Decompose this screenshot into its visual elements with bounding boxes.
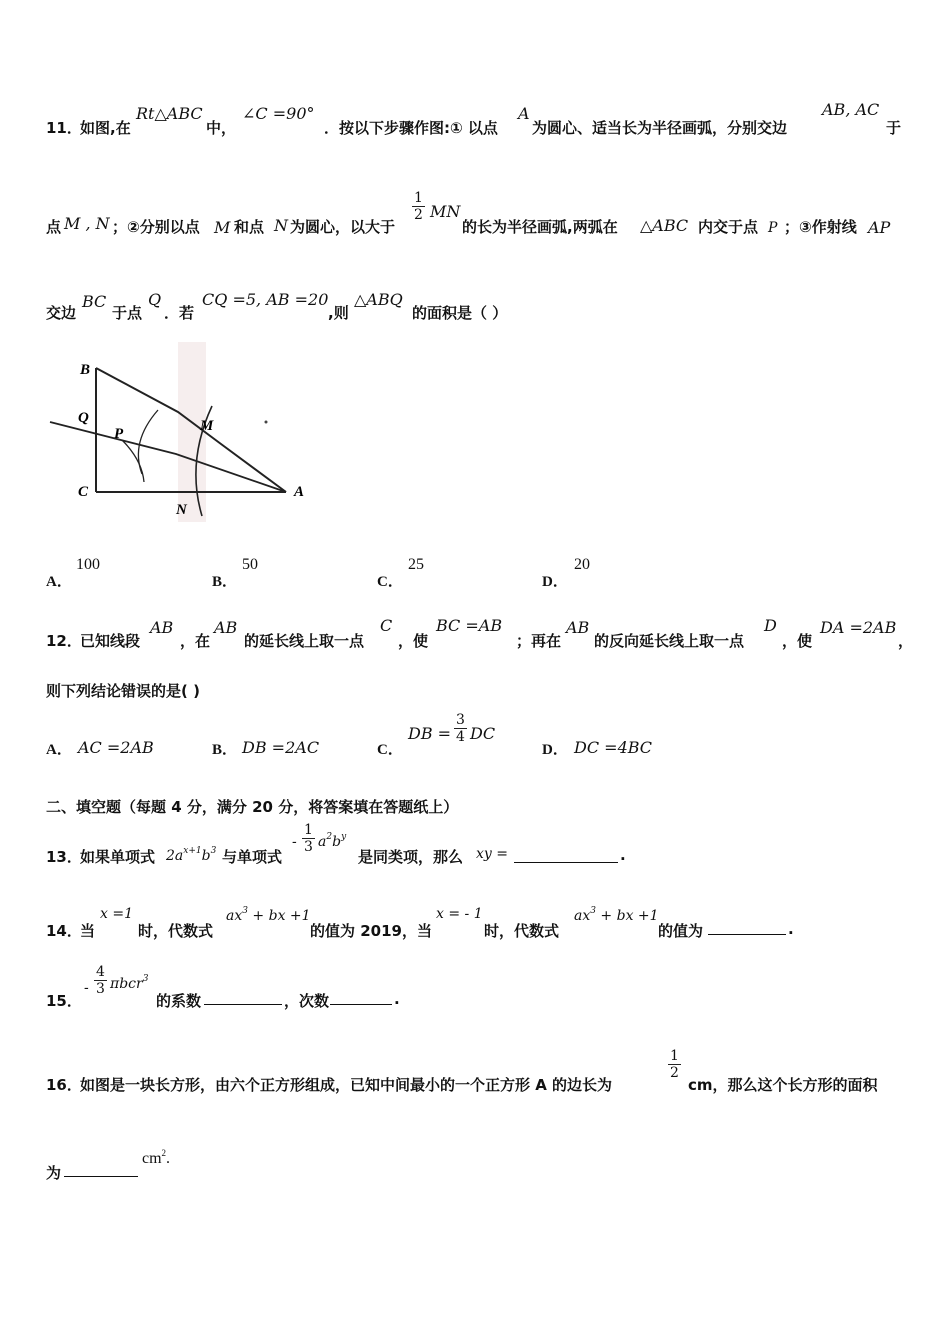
q11-text: 的面积是（ ） [412, 304, 508, 322]
period: . [788, 920, 794, 938]
answer-blank[interactable] [514, 848, 618, 863]
q13-expr2 [318, 834, 346, 850]
option-b-label: B． [212, 742, 238, 758]
math-p: P [768, 220, 778, 236]
option-d-value: DC =4BC [574, 738, 653, 757]
q12-number: 12． [46, 632, 82, 650]
option-d-label: D． [542, 574, 568, 590]
expr-exp: y [341, 832, 347, 842]
expr-part: b [201, 848, 211, 864]
q13 [46, 820, 686, 870]
q12-line2: 则下列结论错误的是( ) [46, 682, 200, 700]
q11-text: 交边 [46, 304, 77, 322]
math-n: N [274, 216, 288, 235]
q16-text: 如图是一块长方形，由六个正方形组成，已知中间最小的一个正方形 A 的边长为 [80, 1076, 613, 1094]
fraction-numerator: 1 [414, 190, 423, 206]
minus-sign: - [292, 834, 297, 850]
math-ab: AB [214, 618, 238, 637]
expr-part: ax [226, 908, 243, 924]
option-a-value: AC =2AB [78, 738, 154, 757]
option-c-value-tail: DC [470, 724, 496, 743]
q13-text: 如果单项式 [80, 848, 156, 866]
q12-text: ，使 [398, 632, 429, 650]
unit-exp: 2 [161, 1148, 167, 1158]
math-d: D [764, 616, 777, 635]
label-q: Q [78, 410, 89, 426]
q11-text: 为圆心、适当长为半径画弧，分别交边 [532, 119, 788, 137]
label-p: P [114, 426, 124, 442]
math-triangle-abc: △ABC [640, 216, 689, 235]
expr-part: πbcr [110, 976, 143, 992]
expr-exp: 2 [326, 832, 333, 842]
q11-text: 点 [46, 218, 62, 236]
q15-fraction [94, 964, 107, 997]
fraction-denominator: 4 [456, 729, 465, 745]
q11-text: 中， [206, 119, 237, 137]
q14-expr2 [574, 908, 659, 924]
q15-expr [110, 976, 148, 992]
expr-part: b [332, 834, 342, 850]
q15 [46, 962, 446, 1012]
math-bc-eq-ab: BC =AB [436, 616, 503, 635]
fraction-denominator: 2 [670, 1065, 679, 1081]
period: . [394, 990, 400, 1008]
math-m-n: M , N [64, 214, 110, 233]
q11-text: 于点 [112, 304, 143, 322]
q12-text: 已知线段 [80, 632, 141, 650]
fraction-numerator: 1 [304, 822, 313, 838]
math-condition: CQ =5, AB =20 [202, 290, 329, 309]
q11-text: 的长为半径画弧,两弧在 [462, 218, 618, 236]
math-ab: AB [150, 618, 174, 637]
label-m: M [200, 418, 214, 434]
dot-mark [265, 421, 268, 424]
q11-text: 内交于点 [698, 218, 759, 236]
math-ab: AB [566, 618, 590, 637]
q13-fraction [302, 822, 315, 855]
q11-text: 如图,在 [80, 119, 131, 137]
q12-options [46, 712, 686, 762]
option-b-value: DB =2AC [242, 738, 320, 757]
q11-text: ．若 [164, 304, 195, 322]
fraction-numerator: 4 [96, 964, 105, 980]
expr-exp: 3 [590, 906, 596, 916]
label-b: B [80, 362, 91, 378]
q11-text: ；②分别以点 [112, 218, 200, 236]
q14-text: 时，代数式 [484, 922, 560, 940]
option-c-value: 25 [408, 556, 424, 573]
q14 [46, 906, 846, 942]
option-b-value: 50 [242, 556, 258, 573]
q13-text: 是同类项，那么 [358, 848, 464, 866]
fraction-denominator: 2 [414, 207, 423, 223]
q15-text: ，次数 [284, 992, 330, 1010]
math-c: C [380, 616, 393, 635]
q11-options [46, 556, 666, 588]
q12-text: 的延长线上取一点 [244, 632, 365, 650]
option-a-value: 100 [76, 556, 100, 573]
q14-text: 时，代数式 [138, 922, 214, 940]
q11-text: 为圆心，以大于 [290, 218, 396, 236]
q16-line2 [46, 1146, 346, 1182]
math-fraction-half [412, 190, 425, 223]
q11-line1 [46, 100, 906, 144]
option-c-value: DB = [408, 724, 452, 743]
q12-text: ， [898, 632, 914, 650]
geometry-figure-svg [46, 342, 316, 522]
q14-number: 14． [46, 922, 82, 940]
q12-line1 [46, 616, 916, 652]
label-n: N [176, 502, 187, 518]
option-d-label: D． [542, 742, 568, 758]
period: . [166, 1150, 171, 1167]
option-d-value: 20 [574, 556, 590, 573]
expr-part: 2a [166, 848, 184, 864]
q12-text: ；再在 [516, 632, 562, 650]
minus-sign: - [84, 980, 89, 996]
math-x-eq-1: x =1 [100, 906, 133, 922]
option-a-label: A． [46, 574, 72, 590]
expr-part: + bx +1 [595, 908, 659, 924]
math-rt-abc: Rt△ABC [136, 104, 203, 123]
q16-line1 [46, 1046, 916, 1096]
q11-figure [46, 342, 316, 522]
q11-text: ；③作射线 [784, 218, 857, 236]
expr-exp: 3 [242, 906, 248, 916]
q16-number: 16． [46, 1076, 82, 1094]
q14-expr1 [226, 908, 311, 924]
math-point-a: A [518, 104, 530, 123]
q16-text: 为 [46, 1164, 62, 1182]
q16-text: cm，那么这个长方形的面积 [688, 1076, 878, 1094]
ray-ap [50, 422, 286, 492]
answer-blank-degree[interactable] [330, 990, 392, 1005]
fraction-denominator: 3 [96, 981, 105, 997]
q11-line2 [46, 190, 906, 240]
answer-blank[interactable] [64, 1162, 138, 1177]
period: . [620, 846, 626, 864]
label-c: C [78, 484, 89, 500]
q12-text: 的反向延长线上取一点 [594, 632, 745, 650]
q11-text: 和点 [234, 218, 265, 236]
math-angle-c: ∠C =90° [242, 104, 315, 123]
q11-text: ,则 [328, 304, 349, 322]
q13-text: 与单项式 [222, 848, 283, 866]
arc-from-n [122, 440, 144, 482]
unit-cm: cm [142, 1150, 162, 1167]
section-heading: 二、填空题（每题 4 分，满分 20 分，将答案填在答题纸上） [46, 798, 459, 816]
q11-number: 11． [46, 119, 82, 137]
math-m: M [214, 218, 231, 237]
fraction-numerator: 3 [456, 712, 465, 728]
expr-exp: 3 [210, 846, 217, 856]
answer-blank[interactable] [708, 920, 786, 935]
q15-number: 15． [46, 992, 82, 1010]
option-c-fraction [454, 712, 467, 745]
math-ab-ac: AB, AC [822, 100, 880, 119]
option-b-label: B． [212, 574, 238, 590]
expr-part: ax [574, 908, 591, 924]
q14-text: 的值为 2019，当 [310, 922, 432, 940]
option-a-label: A． [46, 742, 72, 758]
math-triangle-abq: △ABQ [354, 290, 403, 309]
fraction-numerator: 1 [670, 1048, 679, 1064]
math-ap: AP [868, 218, 891, 237]
q11-line3 [46, 288, 906, 324]
expr-part: a [318, 834, 327, 850]
fraction-denominator: 3 [304, 839, 313, 855]
expr-part: + bx +1 [247, 908, 311, 924]
q12-text: ，在 [180, 632, 211, 650]
math-da-eq-2ab: DA =2AB [820, 618, 897, 637]
q13-number: 13． [46, 848, 82, 866]
math-xy: xy = [476, 846, 508, 862]
q13-expr1 [166, 848, 216, 864]
q11-text: 于 [886, 119, 902, 137]
math-q: Q [148, 290, 162, 309]
math-bc: BC [82, 292, 107, 311]
q14-text: 的值为 [658, 922, 704, 940]
answer-blank-coefficient[interactable] [204, 990, 282, 1005]
expr-exp: x+1 [183, 846, 202, 856]
q11-text: ．按以下步骤作图:① 以点 [324, 119, 498, 137]
q16-unit [142, 1150, 170, 1168]
q12-text: ，使 [782, 632, 813, 650]
math-x-eq-neg1: x = - 1 [436, 906, 483, 922]
option-c-label: C． [377, 742, 403, 758]
arc-from-m [138, 410, 158, 474]
math-mn: MN [430, 202, 461, 221]
option-c-label: C． [377, 574, 403, 590]
q14-text: 当 [80, 922, 96, 940]
label-a: A [294, 484, 305, 500]
q16-fraction [668, 1048, 681, 1081]
q15-text: 的系数 [156, 992, 202, 1010]
expr-exp: 3 [142, 974, 149, 984]
